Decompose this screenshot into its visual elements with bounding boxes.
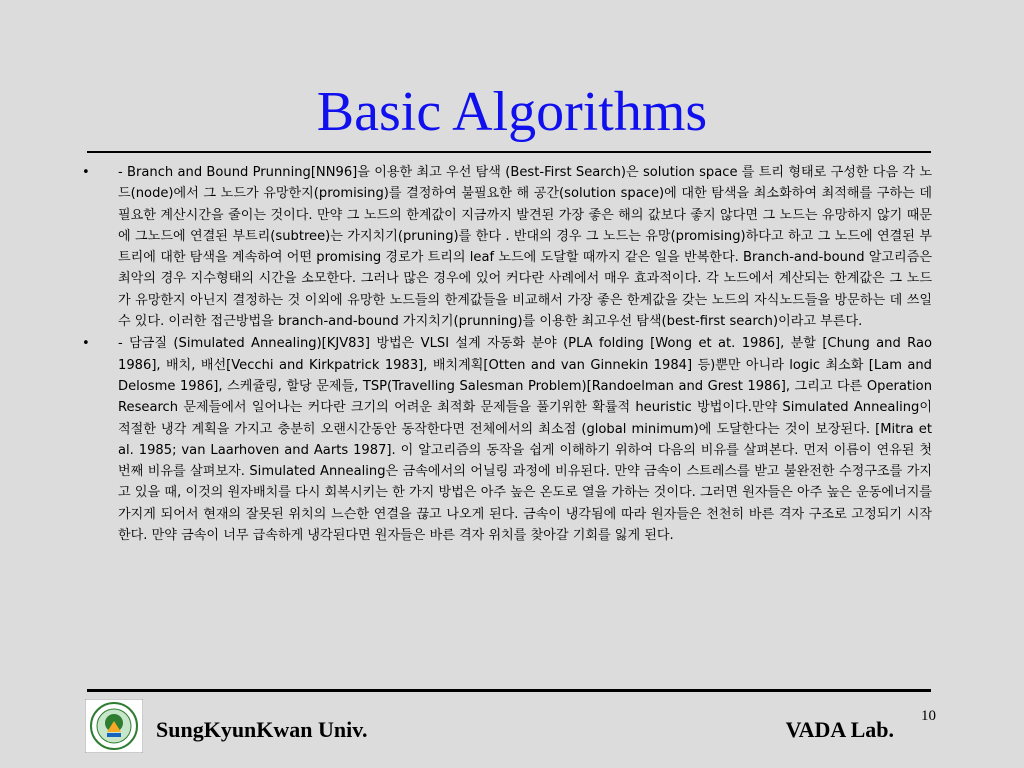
bullet-text: - 담금질 (Simulated Annealing)[KJV83] 방법은 VLSI 설계 자동화 분야 (PLA folding [Wong et at. 1986], 분할 [Chung and Rao 1986], 배치, 배선[Vecchi and Kirkpatrick 1983], 배치계획[Otten and van Ginnekin 1984] 등)뿐만 아니라 logic 최소화 [Lam and Delosme 1986], 스케쥴링, 할당 문제들, TSP(Travelling Salesman Problem)[Randoelman and Grest 1986], 그리고 다른 Operation Research 문제들에서 일어나는 커다란 크기의 어려운 최적화 문제들을 풀기위한 확률적 heuristic 방법이다.만약 Simulated Annealing이 적절한 냉각 계획을 가지고 충분히 오랜시간동안 동작한다면 전체에서의 최소점 (global minimum)에 도달한다는 것이 보장된다. [Mitra et al. 1985; van Laarhoven and Aarts 1987]. 이 알고리즘의 동작을 쉽게 이해하기 위하여 다음의 비유를 살펴본다. 먼저 이름이 연유된 첫 번째 비유를 살펴보자. Simulated Annealing은 금속에서의 어닐링 과정에 비유된다. 만약 금속이 스트레스를 받고 불완전한 수정구조를 가지고 있을 때, 이것의 원자배치를 다시 회복시키는 한 가지 방법은 아주 높은 온도로 열을 가하는 것이다. 그러면 원자들은 아주 높은 운동에너지를 가지게 되어서 현재의 잘못된 위치의 느슨한 연결을 끊고 나오게 된다. 금속이 냉각됨에 따라 원자들은 천천히 바른 격자 구조로 고정되기 시작한다. 만약 금속이 너무 급속하게 냉각된다면 원자들은 바른 격자 위치를 찾아갈 기회를 잃게 된다. [118,336,932,544]
university-seal-icon [85,699,143,753]
footer-university: SungKyunKwan Univ. [156,717,368,742]
bullet-item-branch-and-bound [80,162,932,332]
slide-body [80,162,932,547]
bullet-item-simulated-annealing [80,333,932,546]
title-divider [87,151,931,153]
bullet-text: - Branch and Bound Prunning[NN96]을 이용한 최고 우선 탐색 (Best-First Search)은 solution space 를 트리 형태로 구성한 다음 각 노드(node)에서 그 노드가 유망한지(promising)를 결정하여 불필요한 해 공간(solution space)에 대한 탐색을 최소화하여 최적해를 구하는 데 필요한 계산시간을 줄이는 것이다. 만약 그 노드의 한계값이 지금까지 발견된 가장 좋은 해의 값보다 좋지 않다면 그 노드는 유망하지 않기 때문에 그노드에 연결된 부트리(subtree)는 가지치기(pruning)를 한다 . 반대의 경우 그 노드는 유망(promising)하다고 하고 그 노드에 연결된 부트리에 대한 탐색을 계속하여 어떤 promising 경로가 트리의 leaf 노드에 도달할 때까지 같은 일을 반복한다. Branch-and-bound 알고리즘은 최악의 경우 지수형태의 시간을 소모한다. 그러나 많은 경우에 있어 커다란 사례에서 매우 효과적이다. 각 노드에서 계산되는 한계값은 그 노드가 유망한지 아닌지 결정하는 것 이외에 유망한 노드들의 한계값들을 비교해서 가장 좋은 한계값을 갖는 노드의 자식노드들을 방문하는 데 쓰일 수 있다. 이러한 접근방법을 branch-and-bound 가지치기(prunning)를 이용한 최고우선 탐색(best-first search)이라고 부른다. [118,165,932,330]
footer-lab: VADA Lab. [785,717,894,742]
slide-title: Basic Algorithms [316,81,708,143]
page-number: 10 [921,708,936,724]
footer-divider [87,689,931,692]
bullet-icon: • [82,165,90,180]
bullet-icon: • [82,336,90,352]
